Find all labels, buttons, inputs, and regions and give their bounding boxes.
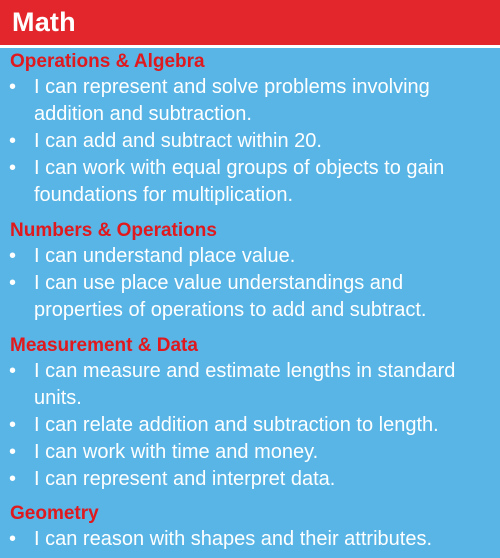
page-title: Math (12, 7, 76, 37)
section-spacer (0, 493, 500, 502)
bullet-icon: • (9, 76, 17, 98)
list-item (0, 466, 500, 493)
bullet-icon: • (9, 528, 17, 550)
content-panel (0, 48, 500, 558)
section-title: Operations & Algebra (10, 51, 205, 72)
item-text: I can use place value understandings and properties of operations to add and subtract. (34, 272, 427, 321)
item-list (0, 526, 500, 553)
list-item (0, 128, 500, 155)
item-text: I can work with equal groups of objects to gain foundations for multiplication. (34, 157, 445, 206)
item-list (0, 74, 500, 209)
item-text: I can represent and interpret data. (34, 468, 336, 490)
section-spacer (0, 324, 500, 334)
bullet-icon: • (9, 360, 17, 382)
item-text: I can relate addition and subtraction to length. (34, 414, 439, 436)
section-operations-algebra (0, 50, 500, 209)
list-item (0, 74, 500, 128)
bullet-icon: • (9, 414, 17, 436)
list-item (0, 358, 500, 412)
item-text: I can represent and solve problems involving addition and subtraction. (34, 76, 430, 125)
section-title: Measurement & Data (10, 335, 198, 356)
section-title: Geometry (10, 503, 99, 524)
list-item (0, 270, 500, 324)
item-text: I can understand place value. (34, 245, 296, 267)
list-item (0, 526, 500, 553)
bullet-icon: • (9, 130, 17, 152)
item-text: I can work with time and money. (34, 441, 319, 463)
list-item (0, 412, 500, 439)
item-text: I can measure and estimate lengths in standard units. (34, 360, 456, 409)
item-text: I can reason with shapes and their attributes. (34, 528, 433, 550)
section-title: Numbers & Operations (10, 220, 217, 241)
section-spacer (0, 209, 500, 219)
bullet-icon: • (9, 441, 17, 463)
bullet-icon: • (9, 272, 17, 294)
list-item (0, 155, 500, 209)
item-list (0, 243, 500, 324)
header-bar (0, 0, 500, 45)
list-item (0, 243, 500, 270)
section-numbers-operations (0, 219, 500, 324)
list-item (0, 439, 500, 466)
item-text: I can add and subtract within 20. (34, 130, 322, 152)
bullet-icon: • (9, 468, 17, 490)
bullet-icon: • (9, 245, 17, 267)
section-geometry (0, 502, 500, 553)
section-measurement-data (0, 334, 500, 493)
item-list (0, 358, 500, 493)
bullet-icon: • (9, 157, 17, 179)
